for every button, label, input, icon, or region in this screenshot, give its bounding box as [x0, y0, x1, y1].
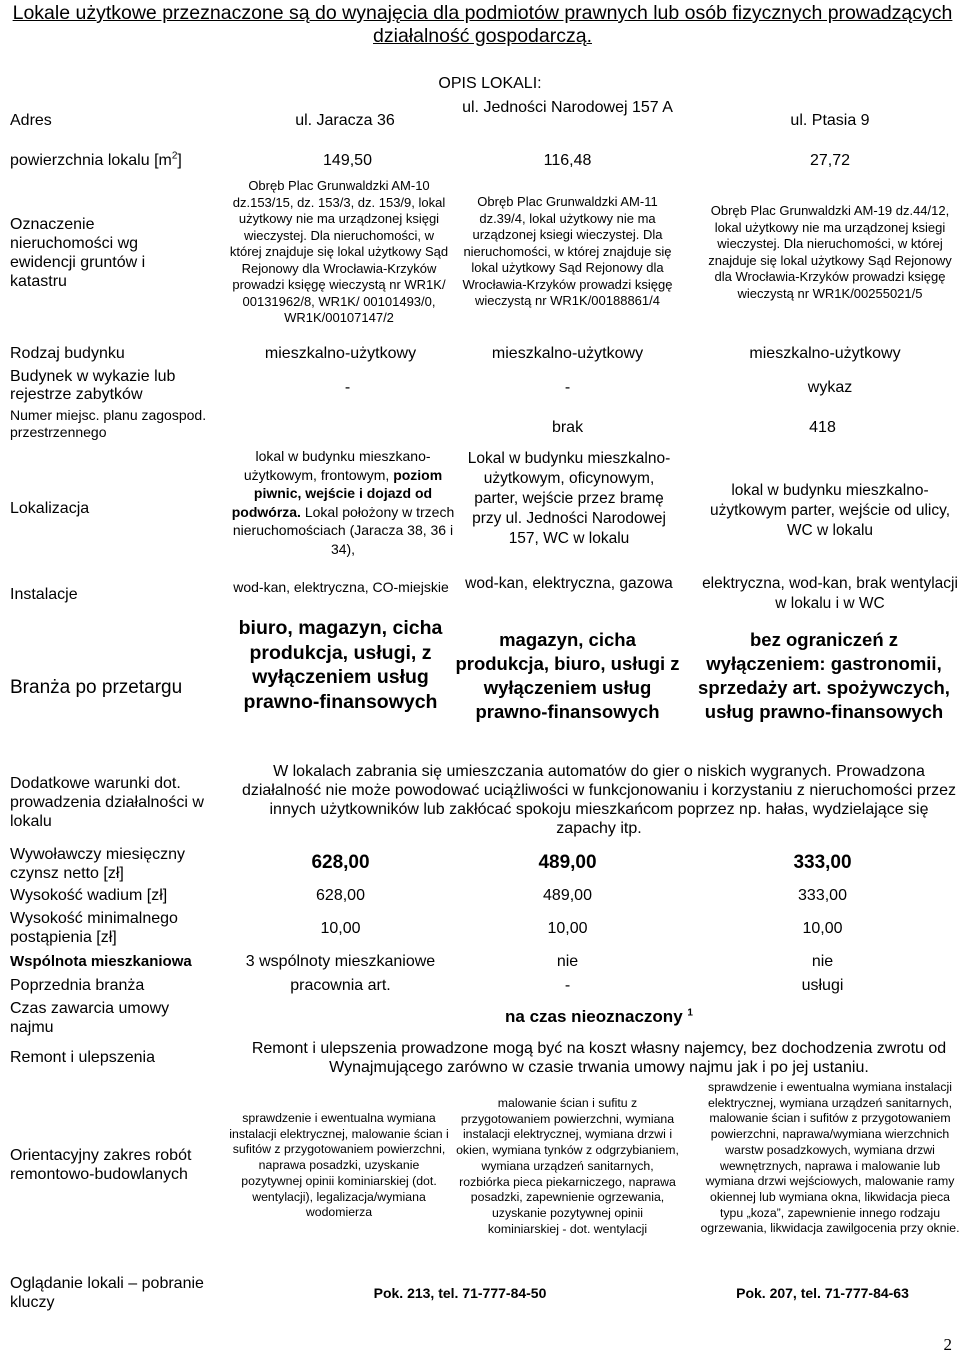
- numer-col2: brak: [551, 419, 584, 436]
- wadium-col2: 489,00: [543, 887, 592, 904]
- wspolnota-col2: nie: [556, 953, 579, 970]
- czas-text: na czas nieoznaczony $^1$: [505, 1007, 693, 1026]
- rodzaj-col1: mieszkalno-użytkowy: [264, 345, 417, 362]
- label-remont: Remont i ulepszenia: [10, 1049, 155, 1066]
- label-rodzaj: Rodzaj budynku: [10, 345, 125, 362]
- page-title: Lokale użytkowe przeznaczone są do wynajęcia dla podmiotów prawnych lub osób fizycznych prowadzących działalność gospodarczą.: [12, 2, 953, 47]
- branza-col1: biuro, magazyn, cicha produkcja, usługi, z wyłączeniem usług prawno-finansowych: [238, 617, 443, 713]
- label-dodatkowe: Dodatkowe warunki dot. prowadzenia działalności w lokalu: [10, 775, 204, 830]
- wspolnota-col1: 3 wspólnoty mieszkaniowe: [245, 953, 436, 970]
- label-poprzednia: Poprzednia branża: [10, 977, 145, 994]
- remont-text: Remont i ulepszenia prowadzone mogą być na koszt własny najemcy, bez dochodzenia zwrotu od Wynajmującego zarówno w czasie trwania umowy najmu jak i po jej ustaniu.: [251, 1040, 947, 1076]
- rodzaj-col2: mieszkalno-użytkowy: [491, 345, 644, 362]
- instalacje-col2: wod-kan, elektryczna, gazowa: [465, 575, 673, 592]
- poprzednia-col1: pracownia art.: [290, 977, 391, 994]
- oznaczenie-col2: Obręb Plac Grunwaldzki AM-11 dz.39/4, lokal użytkowy nie ma urządzonej ksiegi wieczystej. Dla nieruchomości, w której znajduje się lokal użytkowy Sąd Rejonowy dla Wrocławia-Krzyków prowadzi księgę wieczystą nr WR1K/00188861/4: [462, 194, 673, 308]
- label-lokalizacja: Lokalizacja: [10, 500, 90, 517]
- oznaczenie-col3: Obręb Plac Grunwaldzki AM-19 dz.44/12, lokal użytkowy nie ma urządzonej ksiegi wieczystej. Dla nieruchomości, w której znajduje się lokal użytkowy Sąd Rejonowy dla Wrocławia-Krzyków prowadzi księgę wieczystą nr WR1K/00255021/5: [708, 203, 952, 301]
- postapienie-col2: 10,00: [547, 920, 588, 937]
- oznaczenie-col1: Obręb Plac Grunwaldzki AM-10 dz.153/15, dz. 153/3, dz. 153/9, lokal użytkowy nie ma urządzonej księgi wieczystej. Dla nieruchomości, w której znajduje się lokal użytkowy Sąd Rejonowy dla Wrocławia-Krzyków prowadzi księgę wieczystą nr WR1K/ 00131962/8, WR1K/ 00101493/0, WR1K/00107147/2: [229, 178, 449, 325]
- zakres-col1: sprawdzenie i ewentualna wymiana instalacji elektrycznej, malowanie ścian i sufitów z przygotowaniem powierzchni, naprawa posadzki, uzyskanie pozytywnej opinii kominiarskiej (dot. wentylacji), legalizacja/wymiana wodomierza: [229, 1111, 449, 1220]
- czynsz-col2: 489,00: [538, 852, 597, 873]
- branza-col2: magazyn, cicha produkcja, biuro, usługi z wyłączeniem usług prawno-finansowych: [455, 629, 680, 722]
- powierzchnia-col3: 27,72: [809, 152, 851, 169]
- rodzaj-col3: mieszkalno-użytkowy: [749, 345, 901, 362]
- lokalizacja-col1: lokal w budynku mieszkano-użytkowym, frontowym, poziom piwnic, wejście i dojazd od podwórza. Lokal położony w trzech nieruchomościach (Jaracza 38, 36 i 34),: [231, 448, 455, 557]
- ogladanie-col3: Pok. 207, tel. 71-777-84-63: [736, 1285, 909, 1301]
- postapienie-col3: 10,00: [802, 920, 843, 937]
- zakres-col3: sprawdzenie i ewentualna wymiana instalacji elektrycznej, wymiana urządzeń sanitarnych, malowanie ścian i sufitów z przygotowaniem powierzchni, naprawa/wymiana wierzchnich warstw posadzkowych, wymiana drzwi wewnętrznych, naprawa i malowanie lub wymiana drzwi wejściowych, malowanie ramy okiennej lub wymiana okna, likwidacja pieca typu „koza”, zapewnienie innego rodzaju ogrzewania, likwidacja zawilgocenia przy oknie.: [700, 1080, 960, 1236]
- label-instalacje: Instalacje: [10, 586, 78, 603]
- instalacje-col1: wod-kan, elektryczna, CO-miejskie: [233, 579, 449, 595]
- label-adres: Adres: [10, 112, 52, 129]
- wadium-col1: 628,00: [316, 887, 365, 904]
- wspolnota-col3: nie: [811, 953, 834, 970]
- label-zakres: Orientacyjny zakres robót remontowo-budowlanych: [10, 1147, 192, 1183]
- dodatkowe-text: W lokalach zabrania się umieszczania automatów do gier o niskich wygranych. Prowadzona działalność nie może powodować uciążliwości w funkcjonowaniu i korzystaniu z nieruchomości przez innych użytkowników lub zakłócać spokoju mieszkańcom poprzez np. hałas, wydzielające się zapachy itp.: [241, 763, 957, 837]
- label-postapienie: Wysokość minimalnego postąpienia [zł]: [10, 910, 178, 946]
- czynsz-col3: 333,00: [793, 852, 852, 873]
- label-czas: Czas zawarcia umowy najmu: [10, 1000, 170, 1036]
- label-wadium: Wysokość wadium [zł]: [10, 887, 168, 904]
- instalacje-col3: elektryczna, wod-kan, brak wentylacji w lokalu i w WC: [702, 575, 958, 612]
- adres-col1: ul. Jaracza 36: [295, 112, 395, 129]
- adres-col2: ul. Jedności Narodowej 157 A: [462, 99, 673, 116]
- label-oznaczenie: Oznaczenie nieruchomości wg ewidencji gruntów i katastru: [10, 216, 146, 290]
- powierzchnia-col2: 116,48: [543, 152, 592, 169]
- zakres-col2: malowanie ścian i sufitu z przygotowaniem powierzchni, wymiana instalacji elektrycznej, wymiana drzwi i okien, wymiana tynków z odgrzybianiem, wymiana urządzeń sanitarnych, rozbiórka pieca piekarniczego, naprawa posadzki, zapewnienie ogrzewania, uzyskanie pozytywnej opinii kominiarskiej - dot. wentylacji: [456, 1096, 679, 1236]
- label-numer: Numer miejsc. planu zagospod. przestrzennego: [10, 407, 207, 440]
- label-czynsz: Wywoławczy miesięczny czynsz netto [zł]: [10, 846, 185, 882]
- label-branza: Branża po przetargu: [10, 677, 183, 698]
- czynsz-col1: 628,00: [311, 852, 370, 873]
- postapienie-col1: 10,00: [320, 920, 361, 937]
- label-wspolnota: Wspólnota mieszkaniowa: [10, 953, 192, 970]
- label-ogladanie: Oglądanie lokali – pobranie kluczy: [10, 1275, 204, 1311]
- label-zabytki: Budynek w wykazie lub rejestrze zabytków: [10, 368, 176, 403]
- ogladanie-col2: Pok. 213, tel. 71-777-84-50: [373, 1285, 547, 1301]
- adres-col3: ul. Ptasia 9: [790, 112, 870, 129]
- page-number: 2: [943, 1335, 952, 1354]
- branza-col3: bez ograniczeń z wyłączeniem: gastronomii, sprzedaży art. spożywczych, usług prawno-finansowych: [698, 629, 950, 722]
- label-powierzchnia: powierzchnia lokalu $[m^2]$: [10, 150, 182, 169]
- zabytki-col2: -: [564, 379, 571, 396]
- lokalizacja-col3: lokal w budynku mieszkalno-użytkowym parter, wejście od ulicy, WC w lokalu: [709, 482, 951, 539]
- poprzednia-col2: -: [564, 977, 571, 994]
- zabytki-col3: wykaz: [807, 379, 853, 396]
- lokalizacja-col2: Lokal w budynku mieszkalno-użytkowym, oficynowym, parter, wejście przez bramę przy ul. Jedności Narodowej 157, WC w lokalu: [467, 450, 671, 547]
- wadium-col3: 333,00: [798, 887, 847, 904]
- opis-header: OPIS LOKALI:: [438, 75, 542, 92]
- powierzchnia-col1: 149,50: [323, 152, 372, 169]
- zabytki-col1: -: [344, 379, 351, 396]
- poprzednia-col3: usługi: [801, 977, 844, 994]
- numer-col3: 418: [809, 419, 836, 436]
